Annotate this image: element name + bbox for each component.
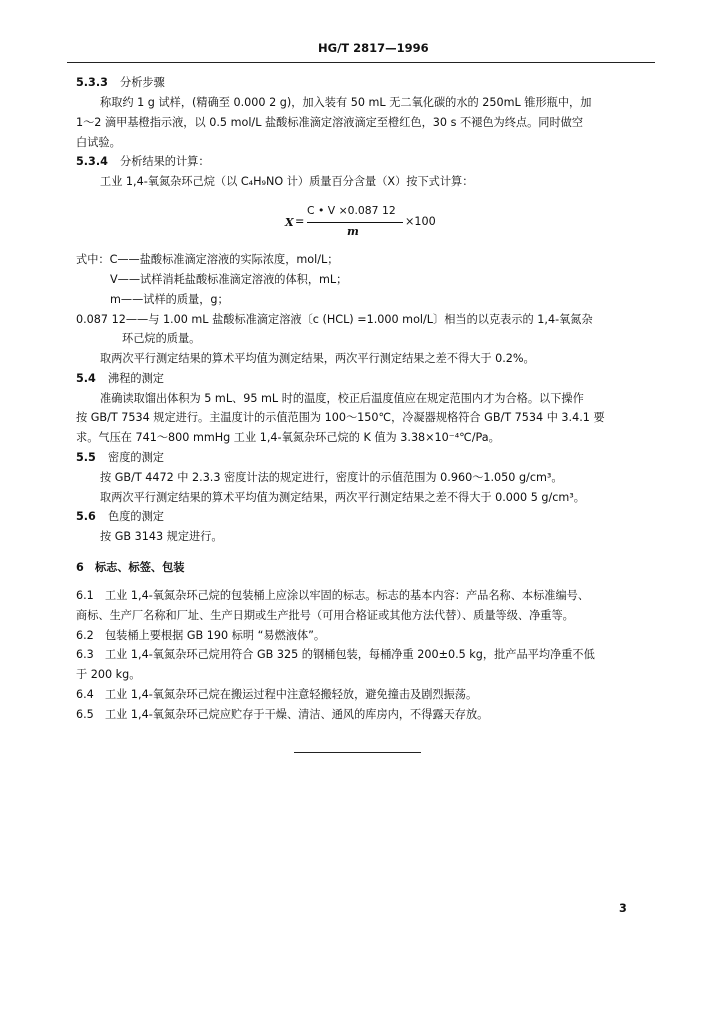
section-number: 5.3.3	[76, 76, 108, 89]
where-line: 环己烷的质量。	[122, 332, 201, 345]
paragraph-line: 于 200 kg。	[76, 668, 141, 681]
paragraph-line: 6.3 工业 1,4-氧氮杂环己烷用符合 GB 325 的钢桶包装，每桶净重 200±0.5 kg，批产品平均净重不低	[76, 648, 595, 661]
section-number: 5.6	[76, 510, 96, 523]
header-rule	[67, 62, 655, 63]
page-number: 3	[619, 902, 627, 915]
end-rule	[294, 752, 421, 753]
paragraph-line: 取两次平行测定结果的算术平均值为测定结果，两次平行测定结果之差不得大于 0.000 5 g/cm³。	[100, 491, 585, 504]
section-number: 5.3.4	[76, 155, 108, 168]
section-title: 分析步骤	[120, 76, 165, 89]
paragraph-line: 1～2 滴甲基橙指示液，以 0.5 mol/L 盐酸标准滴定溶液滴定至橙红色，30 s 不褪色为终点。同时做空	[76, 116, 584, 129]
where-line: m——试样的质量，g；	[110, 293, 229, 306]
section-number: 5.4	[76, 372, 96, 385]
where-line: 0.087 12——与 1.00 mL 盐酸标准滴定溶液〔c (HCL) =1.000 mol/L〕相当的以克表示的 1,4-氧氮杂	[76, 313, 593, 326]
formula-factor: ×100	[405, 215, 436, 228]
paragraph-line: 6.1 工业 1,4-氧氮杂环己烷的包装桶上应涂以牢固的标志。标志的基本内容：产品名称、本标准编号、	[76, 589, 590, 602]
section-title: 沸程的测定	[108, 372, 164, 385]
standard-code: HG/T 2817—1996	[318, 41, 429, 55]
formula-denominator: m	[347, 224, 359, 238]
paragraph-line: 6.5 工业 1,4-氧氮杂环己烷应贮存于干燥、清洁、通风的库房内，不得露天存放。	[76, 708, 489, 721]
formula-numerator: C • V ×0.087 12	[307, 204, 396, 217]
paragraph-line: 准确读取馏出体积为 5 mL、95 mL 时的温度，校正后温度值应在规定范围内才为合格。以下操作	[100, 392, 584, 405]
section-title: 分析结果的计算：	[120, 155, 210, 168]
chapter-heading: 6 标志、标签、包装	[76, 561, 185, 574]
where-line: 式中：C——盐酸标准滴定溶液的实际浓度，mol/L；	[76, 253, 339, 266]
paragraph-line: 称取约 1 g 试样，(精确至 0.000 2 g)，加入装有 50 mL 无二氧化碳的水的 250mL 锥形瓶中，加	[100, 96, 592, 109]
paragraph-line: 取两次平行测定结果的算术平均值为测定结果，两次平行测定结果之差不得大于 0.2%。	[100, 352, 535, 365]
paragraph-line: 求。气压在 741～800 mmHg 工业 1,4-氧氮杂环己烷的 K 值为 3.38×10⁻⁴℃/Pa。	[76, 431, 500, 444]
paragraph-line: 白试验。	[76, 136, 121, 149]
paragraph-line: 6.2 包装桶上要根据 GB 190 标明 “易燃液体”。	[76, 629, 326, 642]
section-title: 密度的测定	[108, 451, 164, 464]
formula-equals: =	[295, 215, 305, 228]
paragraph-line: 按 GB/T 7534 规定进行。主温度计的示值范围为 100～150℃，冷凝器规格符合 GB/T 7534 中 3.4.1 要	[76, 411, 605, 424]
section-number: 5.5	[76, 451, 96, 464]
formula-lhs: X	[285, 215, 294, 229]
section-title: 色度的测定	[108, 510, 164, 523]
paragraph-line: 按 GB/T 4472 中 2.3.3 密度计法的规定进行，密度计的示值范围为 0.960～1.050 g/cm³。	[100, 471, 563, 484]
paragraph-line: 商标、生产厂名称和厂址、生产日期或生产批号（可用合格证或其他方法代替）、质量等级、净重等。	[76, 609, 574, 622]
where-line: V——试样消耗盐酸标准滴定溶液的体积，mL；	[110, 273, 348, 286]
paragraph-line: 按 GB 3143 规定进行。	[100, 530, 223, 543]
paragraph-line: 6.4 工业 1,4-氧氮杂环己烷在搬运过程中注意轻搬轻放，避免撞击及剧烈振荡。	[76, 688, 478, 701]
paragraph-line: 工业 1,4-氧氮杂环己烷（以 C₄H₉NO 计）质量百分含量（X）按下式计算：	[100, 175, 474, 188]
